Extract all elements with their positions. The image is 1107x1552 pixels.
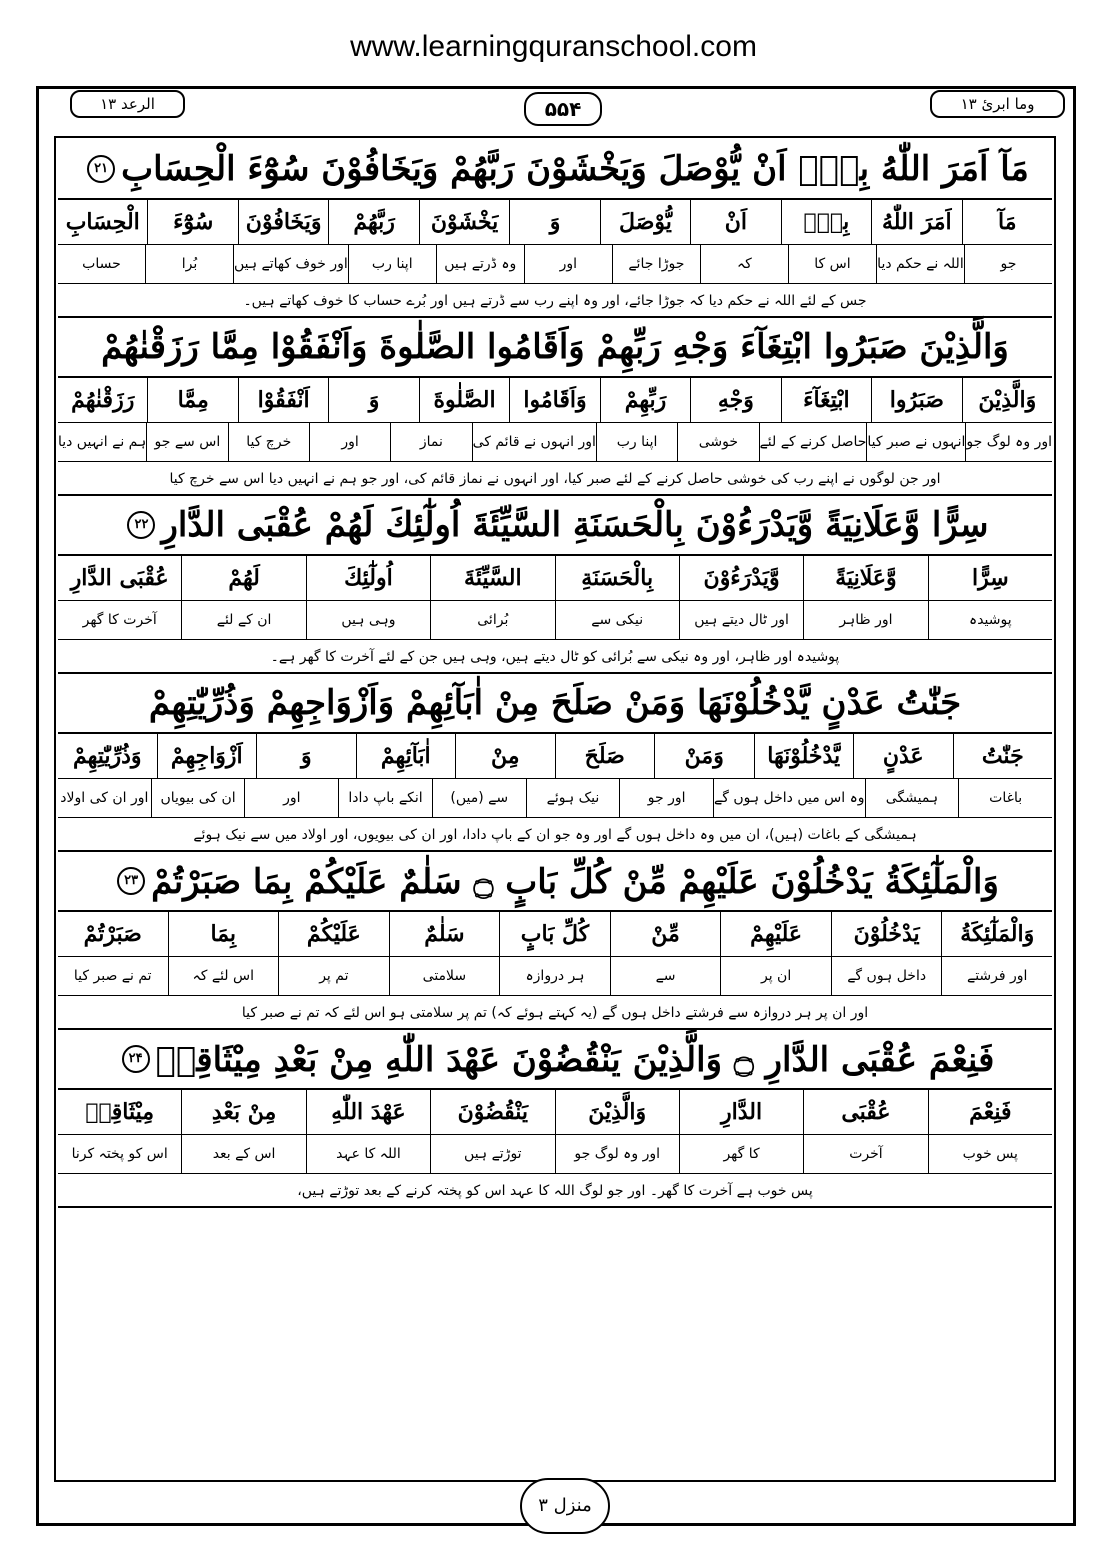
word-cell: يَنْقُضُوْنَ [430, 1090, 554, 1134]
verse-text: جَنّٰتُ عَدْنٍ يَّدْخُلُوْنَهَا وَمَنْ صَلَحَ مِنْ اٰبَآئِهِمْ وَاَزْوَاجِهِمْ وَذُرِّيّٰتِهِمْ [148, 683, 962, 723]
word-cell: اٰبَآئِهِمْ [356, 734, 456, 778]
meaning-cell: بُرا [145, 245, 233, 283]
word-cell: عُقْبَى الدَّارِ [70, 565, 169, 591]
meaning-cell: ان کے لئے [181, 601, 305, 639]
meaning-cell: اور ٹال دیتے ہیں [679, 601, 803, 639]
word-cell: وَّعَلَانِيَةً [803, 556, 927, 600]
verse-text: سِرًّا وَّعَلَانِيَةً وَّيَدْرَءُوْنَ بِالْحَسَنَةِ السَّيِّئَةَ اُولٰٓئِكَ لَهُمْ عُقْبَى الدَّارِ [161, 505, 989, 545]
manzil-footer: منزل ۳ [520, 1478, 610, 1534]
word-cell: اَزْوَاجِهِمْ [157, 734, 257, 778]
meaning-cell: وہی ہیں [306, 601, 430, 639]
meaning-cell: اپنا رب [596, 423, 677, 461]
word-cell: رَبِّهِمْ [600, 378, 690, 422]
meaning-cell: اس کے بعد [181, 1135, 305, 1173]
word-cell: وَاَقَامُوا [509, 378, 599, 422]
word-cell: عَلَيْهِمْ [720, 912, 831, 956]
translation-line: اور ان پر ہر دروازہ سے فرشتے داخل ہوں گے (یہ کہتے ہوئے کہ) تم پر سلامتی ہو اس لئے کہ تم نے صبر کیا [58, 996, 1052, 1030]
word-cell: الدَّارِ [679, 1090, 803, 1134]
word-cell: عُقْبَى [803, 1090, 927, 1134]
meaning-cell: سلامتی [389, 957, 500, 995]
verse-line [58, 674, 1052, 734]
word-cell: ابْتِغَآءَ [781, 378, 871, 422]
meaning-cell: نماز [390, 423, 471, 461]
meaning-cell: اور ظاہر [803, 601, 927, 639]
word-cell: مِّنْ [610, 912, 721, 956]
meaning-cell: اس سے جو [146, 423, 227, 461]
meaning-row [58, 245, 1052, 284]
ayah-number-marker: ۲۴ [122, 1045, 150, 1073]
verse-line [58, 1030, 1052, 1090]
meaning-cell: کہ [700, 245, 788, 283]
meaning-cell: انکے باپ دادا [338, 779, 432, 817]
word-cell: مِمَّا [147, 378, 237, 422]
meaning-cell: اپنا رب [348, 245, 436, 283]
meaning-cell: جو [964, 245, 1052, 283]
word-cell: عَهْدَ اللّٰهِ [306, 1090, 430, 1134]
word-cell: السَّيِّئَةَ [430, 556, 554, 600]
translation-line: اور جن لوگوں نے اپنے رب کی خوشی حاصل کرنے کے لئے صبر کیا، اور انہوں نے نماز قائم کی، اور جو ہم نے انہیں دیا اس سے خرچ کیا [58, 462, 1052, 496]
meaning-cell: اور جو [619, 779, 713, 817]
meaning-cell: تم نے صبر کیا [73, 968, 152, 984]
word-cell: وَ [256, 734, 356, 778]
meaning-cell: سے [610, 957, 721, 995]
ayah-number-marker: ۲۳ [117, 867, 145, 895]
word-cell: مَآ [962, 200, 1052, 244]
meaning-cell: توڑتے ہیں [430, 1135, 554, 1173]
word-cell: يَخْشَوْنَ [419, 200, 509, 244]
word-cell: وَجْهِ [690, 378, 780, 422]
word-cell: بِهٖٓ [781, 200, 871, 244]
word-row [58, 912, 1052, 957]
meaning-row [58, 957, 1052, 996]
meaning-cell: ہر دروازہ [499, 957, 610, 995]
ayah-number-marker: ۲۲ [127, 511, 155, 539]
meaning-cell: ہمیشگی [865, 779, 959, 817]
meaning-cell: اور وہ لوگ جو [965, 423, 1052, 461]
word-row [58, 200, 1052, 245]
word-cell: وَ [328, 378, 418, 422]
meaning-cell: خرچ کیا [228, 423, 309, 461]
verse-text: وَالْمَلٰٓئِكَةُ يَدْخُلُوْنَ عَلَيْهِمْ مِّنْ كُلِّ بَابٍ ۝ سَلٰمٌ عَلَيْكُمْ بِمَا صَبَرْتُمْ [151, 861, 999, 902]
meaning-cell: پوشیدہ [928, 601, 1052, 639]
word-row [58, 734, 1052, 779]
verse-text: مَآ اَمَرَ اللّٰهُ بِهٖٓ اَنْ يُّوْصَلَ وَيَخْشَوْنَ رَبَّهُمْ وَيَخَافُوْنَ سُوْٓءَ الْحِسَابِ [121, 149, 1029, 189]
meaning-row [58, 601, 1052, 640]
meaning-cell: اس لئے کہ [168, 957, 279, 995]
meaning-cell: اس کا [788, 245, 876, 283]
meaning-cell: اور وہ لوگ جو [555, 1135, 679, 1173]
meaning-cell: اور خوف کھاتے ہیں [233, 245, 348, 283]
meaning-cell: اور [309, 423, 390, 461]
meaning-cell: اللہ کا عہد [306, 1135, 430, 1173]
translation-line: پوشیدہ اور ظاہر، اور وہ نیکی سے بُرائی کو ٹال دیتے ہیں، وہی ہیں جن کے لئے آخرت کا گھر ہے۔ [58, 640, 1052, 674]
verse-line [58, 318, 1052, 378]
meaning-cell: کا گھر [679, 1135, 803, 1173]
word-cell: سُوْٓءَ [147, 200, 237, 244]
word-cell: رَزَقْنٰهُمْ [71, 387, 135, 413]
surah-header: الرعد ۱۳ [70, 90, 185, 118]
meaning-cell: حاصل کرنے کے لئے [759, 423, 867, 461]
translation-line: جس کے لئے اللہ نے حکم دیا کہ جوڑا جائے، اور وہ اپنے رب سے ڈرتے ہیں اور بُرے حساب کا خوف کھاتے ہیں۔ [58, 284, 1052, 318]
word-cell: اَنْ [690, 200, 780, 244]
verse-block [58, 852, 1052, 1030]
word-cell: جَنّٰتُ [953, 734, 1053, 778]
meaning-cell: اللہ نے حکم دیا [876, 245, 964, 283]
meaning-cell: نیک ہوئے [526, 779, 620, 817]
word-cell: اَمَرَ اللّٰهُ [871, 200, 961, 244]
word-cell: وَّيَدْرَءُوْنَ [679, 556, 803, 600]
meaning-cell: تم پر [278, 957, 389, 995]
word-cell: يَدْخُلُوْنَ [831, 912, 942, 956]
page-content [58, 140, 1052, 1208]
word-cell: فَنِعْمَ [928, 1090, 1052, 1134]
juz-header: وما ابرئ ۱۳ [930, 90, 1065, 118]
word-cell: صَلَحَ [555, 734, 655, 778]
word-cell: مِنْ بَعْدِ [181, 1090, 305, 1134]
verse-line [58, 140, 1052, 200]
verse-block [58, 140, 1052, 318]
verse-block [58, 674, 1052, 852]
word-cell: وَيَخَافُوْنَ [238, 200, 328, 244]
word-row [58, 556, 1052, 601]
meaning-cell: جوڑا جائے [612, 245, 700, 283]
verse-line [58, 852, 1052, 912]
verse-text: وَالَّذِيْنَ صَبَرُوا ابْتِغَآءَ وَجْهِ رَبِّهِمْ وَاَقَامُوا الصَّلٰوةَ وَاَنْفَقُوْا مِمَّا رَزَقْنٰهُمْ [101, 327, 1009, 367]
word-cell: وَ [509, 200, 599, 244]
word-cell: وَذُرِّيّٰتِهِمْ [72, 743, 142, 769]
word-cell: الْحِسَابِ [65, 209, 140, 235]
translation-line: ہمیشگی کے باغات (ہیں)، ان میں وہ داخل ہوں گے اور وہ جو ان کے باپ دادا، اور ان کی بیویوں، اور اولاد میں سے نیک ہوئے [58, 818, 1052, 852]
word-cell: وَالْمَلٰٓئِكَةُ [941, 912, 1052, 956]
word-cell: عَلَيْكُمْ [278, 912, 389, 956]
word-cell: وَالَّذِيْنَ [555, 1090, 679, 1134]
meaning-cell: پس خوب [928, 1135, 1052, 1173]
word-cell: يُّوْصَلَ [600, 200, 690, 244]
word-cell: وَمَنْ [654, 734, 754, 778]
word-cell: عَدْنٍ [853, 734, 953, 778]
word-row [58, 1090, 1052, 1135]
word-cell: رَبَّهُمْ [328, 200, 418, 244]
meaning-cell: انہوں نے صبر کیا [866, 423, 965, 461]
meaning-cell: وہ ڈرتے ہیں [436, 245, 524, 283]
word-cell: وَالَّذِيْنَ [962, 378, 1052, 422]
meaning-cell: آخرت [803, 1135, 927, 1173]
meaning-cell: اور [524, 245, 612, 283]
word-cell: كُلِّ بَابٍ [499, 912, 610, 956]
word-cell: بِمَا [168, 912, 279, 956]
meaning-cell: سے (میں) [432, 779, 526, 817]
word-cell: لَهُمْ [181, 556, 305, 600]
meaning-cell: اور انہوں نے قائم کی [472, 423, 596, 461]
meaning-cell: ان کی بیویاں [151, 779, 245, 817]
meaning-cell: نیکی سے [555, 601, 679, 639]
verse-line [58, 496, 1052, 556]
meaning-cell: باغات [958, 779, 1052, 817]
meaning-cell: خوشی [677, 423, 758, 461]
verse-block [58, 1030, 1052, 1208]
meaning-cell: وہ اس میں داخل ہوں گے [713, 779, 865, 817]
meaning-cell: بُرائی [430, 601, 554, 639]
page-number: ۵۵۴ [524, 92, 602, 126]
meaning-cell: ان پر [720, 957, 831, 995]
meaning-row [58, 1135, 1052, 1174]
word-cell: سَلٰمٌ [389, 912, 500, 956]
word-cell: الصَّلٰوةَ [419, 378, 509, 422]
meaning-cell: حساب [82, 256, 121, 272]
meaning-cell: اس کو پختہ کرنا [71, 1146, 168, 1162]
meaning-cell: اور ان کی اولاد [60, 790, 149, 806]
site-url: www.learningquranschool.com [350, 30, 757, 63]
word-cell: مِنْ [455, 734, 555, 778]
word-cell: صَبَرُوا [871, 378, 961, 422]
word-cell: صَبَرْتُمْ [83, 921, 142, 947]
meaning-cell: ہم نے انہیں دیا [57, 434, 147, 450]
meaning-cell: اور فرشتے [941, 957, 1052, 995]
ayah-number-marker: ۲۱ [87, 155, 115, 183]
word-row [58, 378, 1052, 423]
word-cell: اَنْفَقُوْا [238, 378, 328, 422]
verse-block [58, 318, 1052, 496]
meaning-row [58, 423, 1052, 462]
meaning-cell: داخل ہوں گے [831, 957, 942, 995]
translation-line: پس خوب ہے آخرت کا گھر۔ اور جو لوگ اللہ کا عہد اس کو پختہ کرنے کے بعد توڑتے ہیں، [58, 1174, 1052, 1208]
meaning-cell: آخرت کا گھر [82, 612, 157, 628]
word-cell: مِيْثَاقِهٖ [85, 1099, 155, 1125]
word-cell: سِرًّا [928, 556, 1052, 600]
verse-block [58, 496, 1052, 674]
word-cell: يَّدْخُلُوْنَهَا [754, 734, 854, 778]
meaning-row [58, 779, 1052, 818]
word-cell: بِالْحَسَنَةِ [555, 556, 679, 600]
verse-text: فَنِعْمَ عُقْبَى الدَّارِ ۝ وَالَّذِيْنَ يَنْقُضُوْنَ عَهْدَ اللّٰهِ مِنْ بَعْدِ مِيْثَاقِهٖ [155, 1039, 995, 1080]
word-cell: اُولٰٓئِكَ [306, 556, 430, 600]
meaning-cell: اور [244, 779, 338, 817]
